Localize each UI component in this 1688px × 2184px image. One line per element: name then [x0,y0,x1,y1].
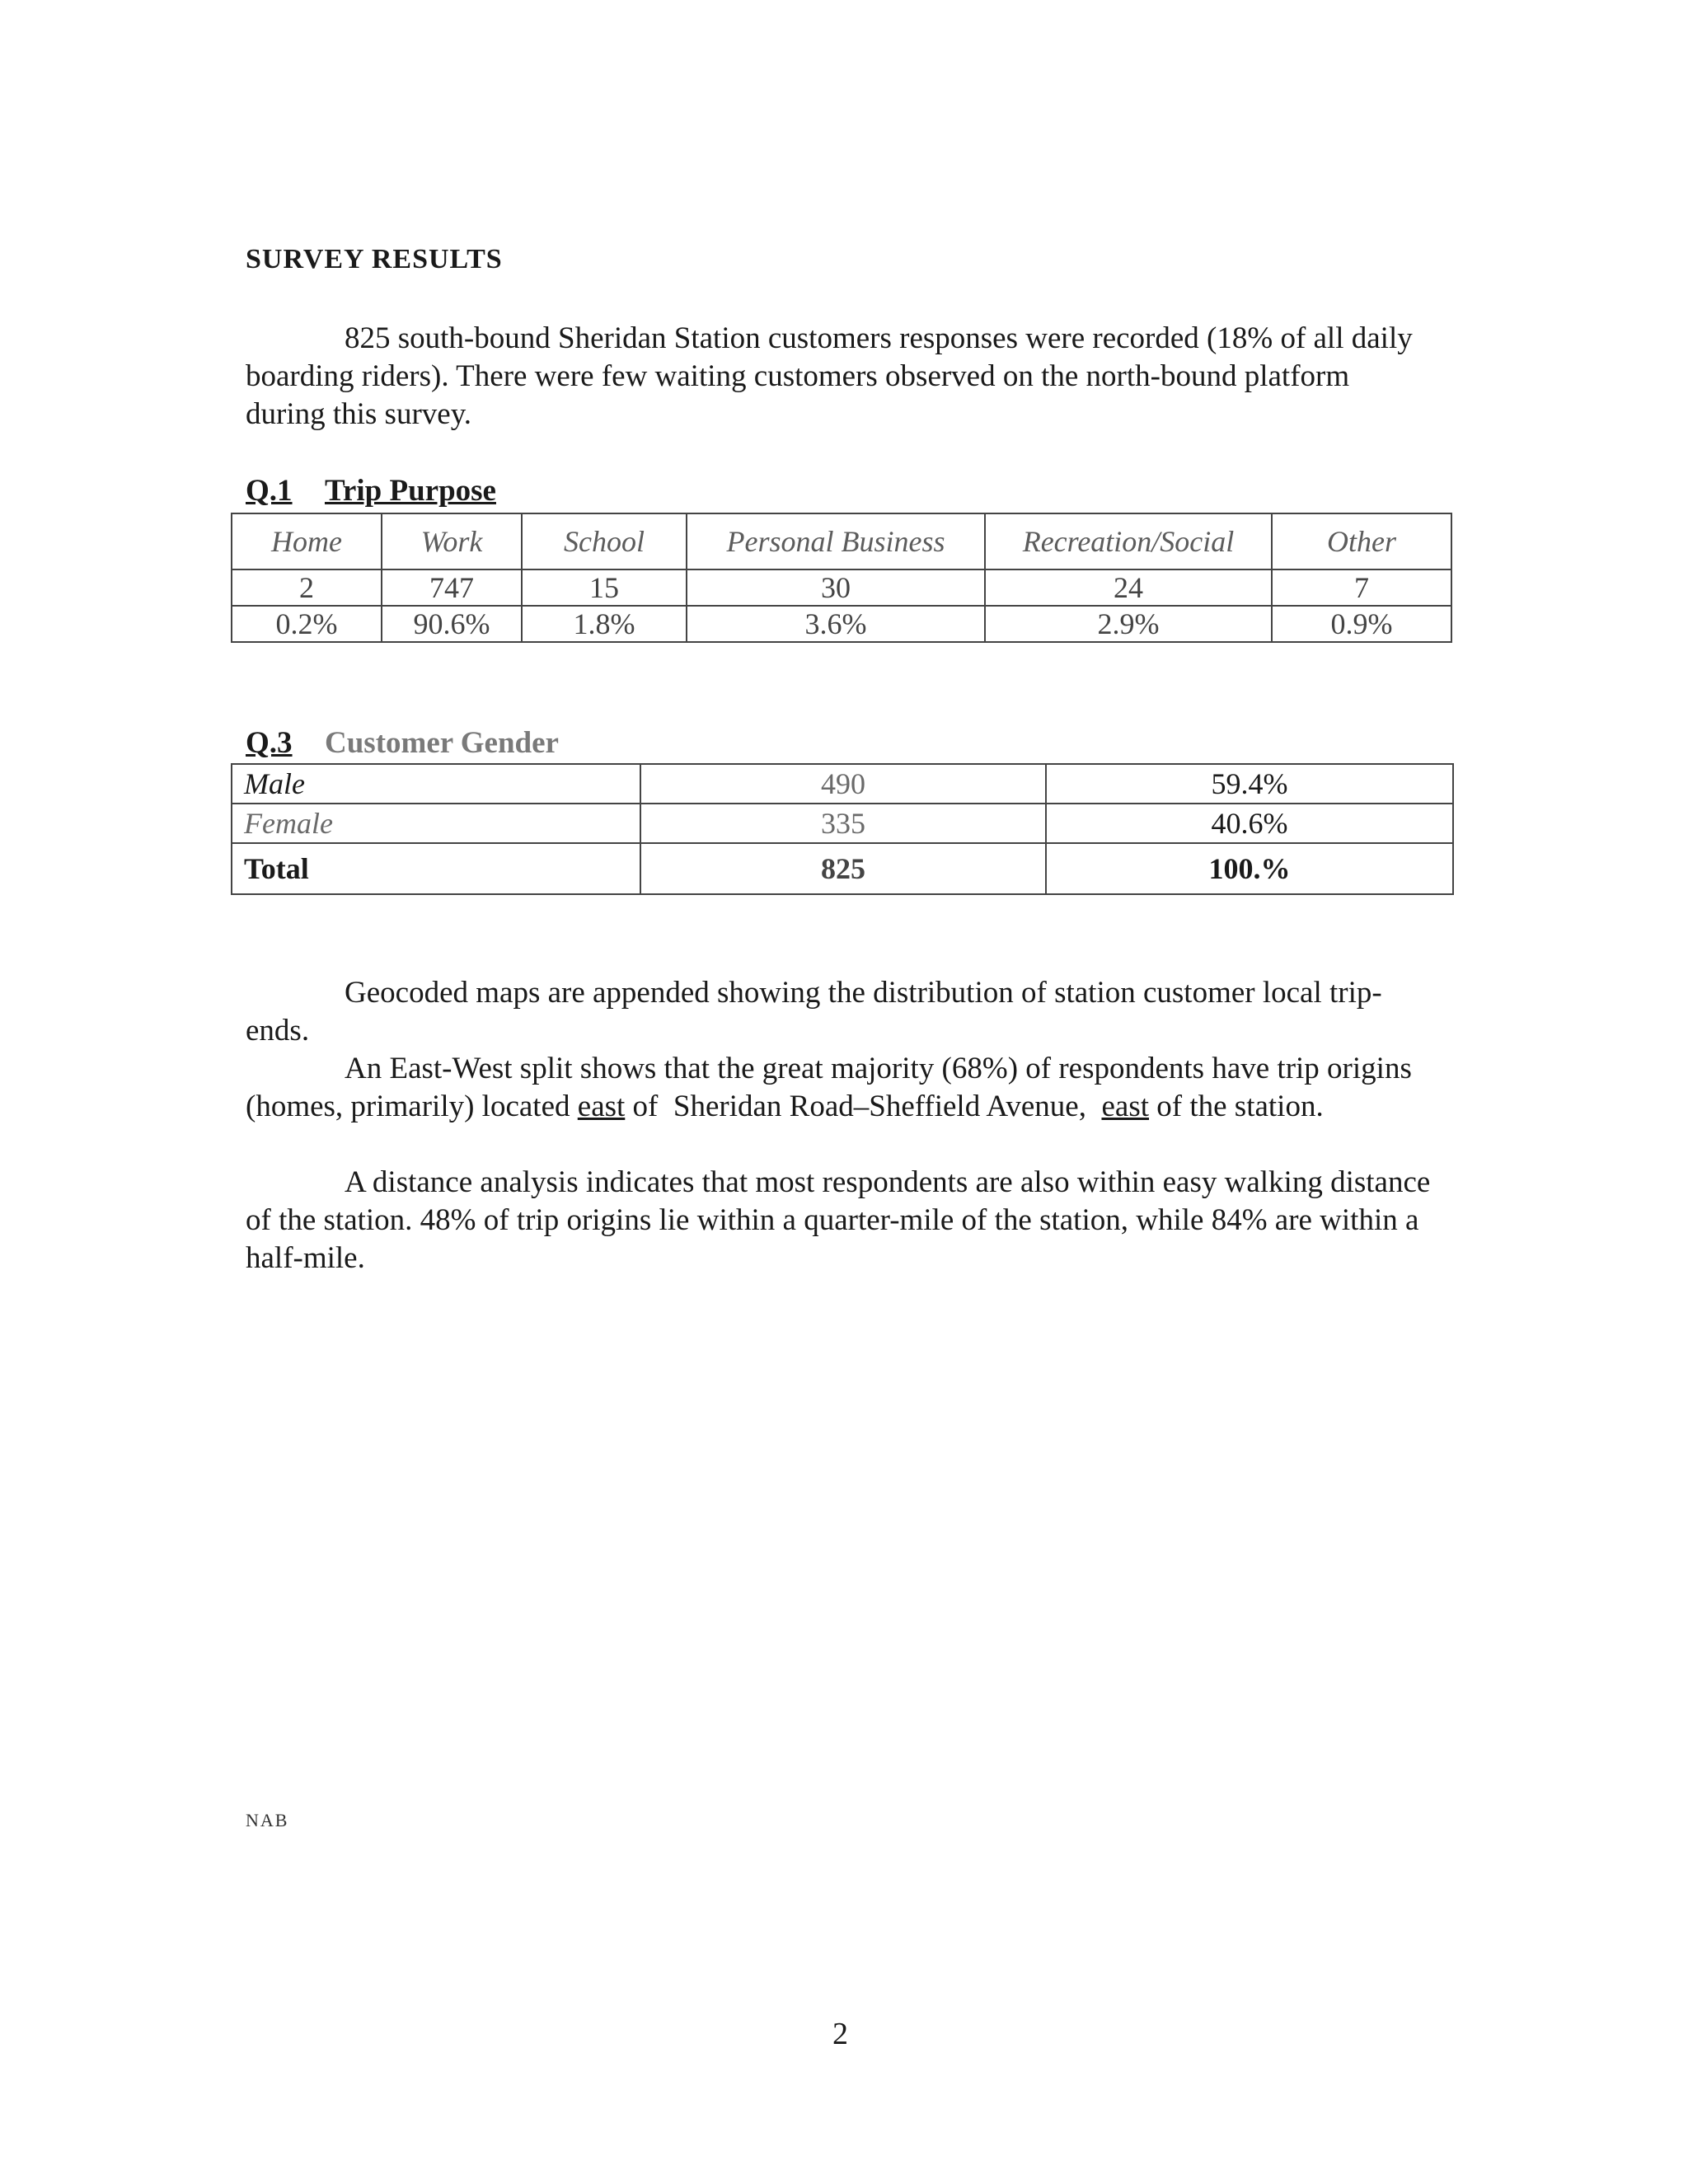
east-underlined-1: east [577,1090,626,1123]
section-heading: SURVEY RESULTS [246,244,503,274]
east-underlined-2: east [1101,1090,1150,1123]
q3-name: Customer Gender [325,726,559,760]
trip-purpose-table [231,513,1452,643]
header-other: Other [1272,513,1451,569]
geocoded-maps-text: Geocoded maps are appended showing the distribution of station customer local trip-ends. [246,976,1382,1047]
percent-recreation-social: 2.9% [985,606,1272,642]
gender-count-male: 490 [640,764,1046,804]
east-west-text-c: of the station. [1149,1090,1324,1123]
page-number: 2 [832,2017,848,2051]
count-work: 747 [382,569,522,606]
gender-label-male: Male [232,764,640,804]
header-recreation-social: Recreation/Social [985,513,1272,569]
header-home: Home [232,513,382,569]
east-west-paragraph [246,1050,1432,1126]
q1-name: Trip Purpose [325,474,496,508]
east-west-text-a: An East-West split shows that the great majority (68%) of respondents have trip origins (homes, primarily) located [246,1052,1412,1123]
q1-number: Q.1 [246,474,293,508]
q3-title [246,725,559,761]
percent-personal-business: 3.6% [687,606,985,642]
count-recreation-social: 24 [985,569,1272,606]
east-west-text-b: of Sheridan Road–Sheffield Avenue, [625,1090,1102,1123]
gender-label-female: Female [232,804,640,843]
q1-title [246,473,496,509]
table-row-percents [232,606,1451,642]
count-personal-business: 30 [687,569,985,606]
customer-gender-table [231,763,1454,895]
percent-work: 90.6% [382,606,522,642]
distance-paragraph [246,1164,1432,1277]
table-row-male [232,764,1453,804]
percent-home: 0.2% [232,606,382,642]
gender-percent-total: 100.% [1046,843,1453,894]
distance-text: A distance analysis indicates that most respondents are also within easy walking distance of the station. 48% of trip origins lie within a quarter-mile of the station, while 84% are within a half-mile. [246,1165,1431,1275]
table-row-total [232,843,1453,894]
count-other: 7 [1272,569,1451,606]
header-personal-business: Personal Business [687,513,985,569]
header-work: Work [382,513,522,569]
table-row-counts [232,569,1451,606]
intro-text: 825 south-bound Sheridan Station customers responses were recorded (18% of all daily boarding riders). There were few waiting customers observed on the north-bound platform during this survey. [246,321,1413,431]
count-school: 15 [522,569,687,606]
percent-other: 0.9% [1272,606,1451,642]
gender-count-female: 335 [640,804,1046,843]
author-initials: NAB [246,1810,289,1830]
table-header-row [232,513,1451,569]
gender-percent-female: 40.6% [1046,804,1453,843]
intro-paragraph [246,320,1432,434]
gender-label-total: Total [232,843,640,894]
percent-school: 1.8% [522,606,687,642]
geocoded-maps-paragraph [246,974,1432,1050]
header-school: School [522,513,687,569]
gender-percent-male: 59.4% [1046,764,1453,804]
count-home: 2 [232,569,382,606]
table-row-female [232,804,1453,843]
gender-count-total: 825 [640,843,1046,894]
q3-number: Q.3 [246,726,293,760]
